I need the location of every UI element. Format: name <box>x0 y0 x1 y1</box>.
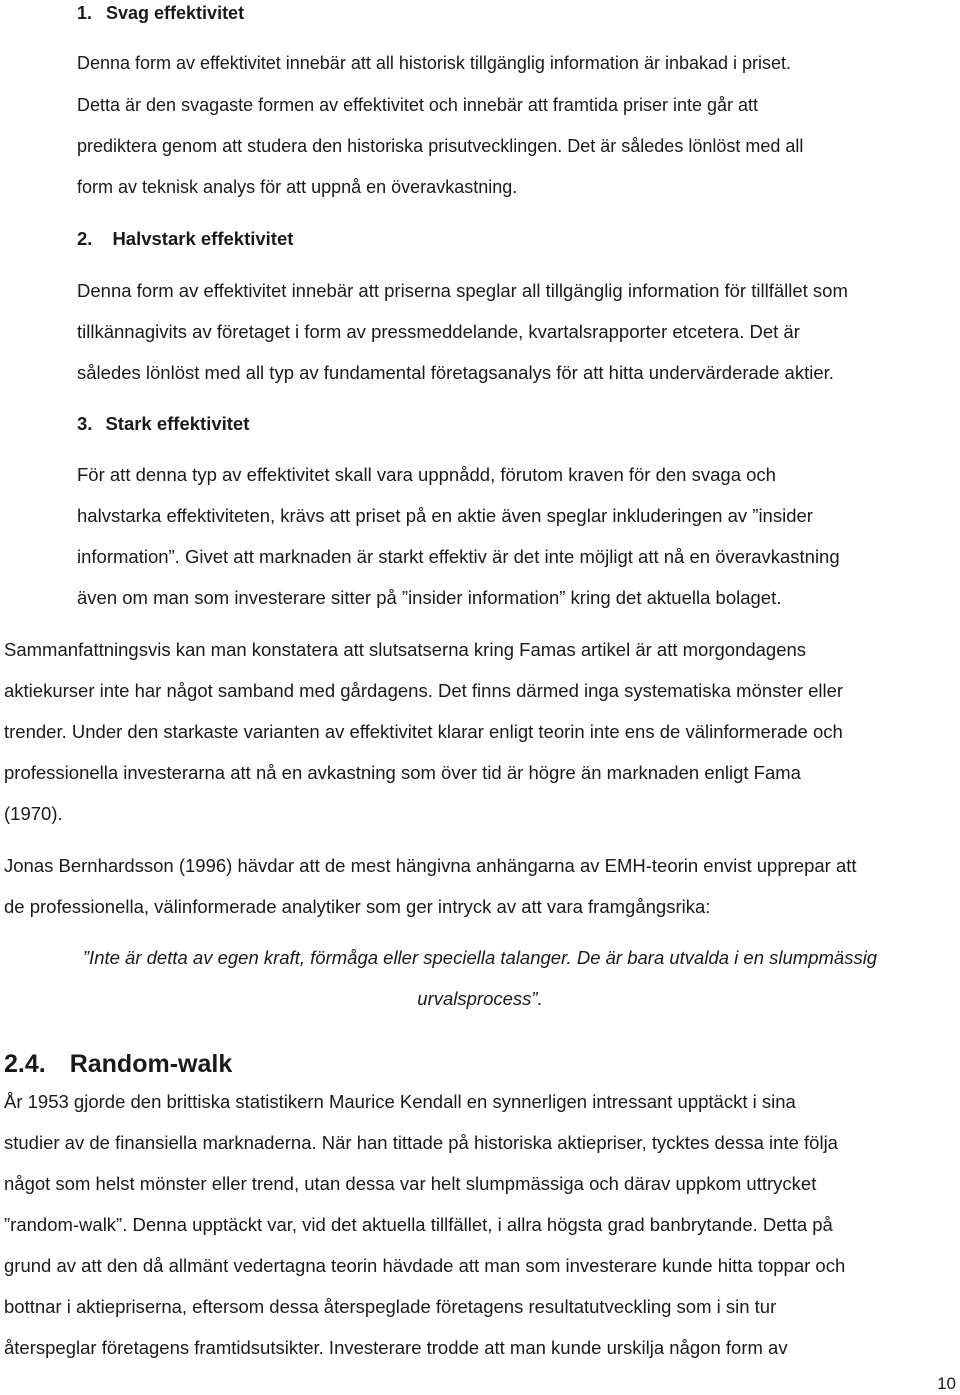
section-1-number: 1. <box>77 3 93 23</box>
summary-line: (1970). <box>4 803 63 824</box>
section-2-line: tillkännagivits av företaget i form av pressmeddelande, kvartalsrapporter etcetera. Det är <box>77 321 800 342</box>
section-2-4-title: Random-walk <box>69 1050 233 1078</box>
section-2-4-heading <box>4 1049 232 1079</box>
summary-line: professionella investerarna att nå en avkastning som över tid är högre än marknaden enligt Fama <box>4 762 801 783</box>
page-number: 10 <box>937 1374 956 1393</box>
bernhardsson-line: de professionella, välinformerade analytiker som ger intryck av att vara framgångsrika: <box>4 896 711 917</box>
random-walk-line: År 1953 gjorde den brittiska statistikern Maurice Kendall en synnerligen intressant upptäckt i sina <box>4 1091 796 1112</box>
summary-line: trender. Under den starkaste varianten av effektivitet klarar enligt teorin inte ens de välinformerade och <box>4 721 843 742</box>
section-3-line: även om man som investerare sitter på ”insider information” kring det aktuella bolaget. <box>77 587 782 608</box>
section-2-number: 2. <box>77 228 93 249</box>
section-1-line: prediktera genom att studera den historiska prisutvecklingen. Det är således lönlöst med all <box>77 136 804 156</box>
section-2-4-number: 2.4. <box>4 1050 46 1078</box>
summary-line: Sammanfattningsvis kan man konstatera att slutsatserna kring Famas artikel är att morgondagens <box>4 639 807 660</box>
random-walk-line: ”random-walk”. Denna upptäckt var, vid det aktuella tillfället, i allra högsta grad banbrytande. Detta på <box>4 1214 833 1235</box>
section-3-line: För att denna typ av effektivitet skall vara uppnådd, förutom kraven för den svaga och <box>77 464 776 485</box>
section-3-line: halvstarka effektiviteten, krävs att priset på en aktie även speglar inkluderingen av ”insider <box>77 505 813 526</box>
section-3-number: 3. <box>77 413 93 434</box>
section-1-line: form av teknisk analys för att uppnå en överavkastning. <box>77 177 518 197</box>
section-1-heading <box>77 1 244 25</box>
section-2-line: Denna form av effektivitet innebär att priserna speglar all tillgänglig information för tillfället som <box>77 280 848 301</box>
quote-line: urvalsprocess”. <box>417 988 543 1009</box>
section-1-line: Detta är den svagaste formen av effektivitet och innebär att framtida priser inte går att <box>77 95 759 115</box>
section-1-title: Svag effektivitet <box>106 3 245 23</box>
section-1-line: Denna form av effektivitet innebär att all historisk tillgänglig information är inbakad i priset. <box>77 53 792 73</box>
summary-line: aktiekurser inte har något samband med gårdagens. Det finns därmed inga systematiska mönster eller <box>4 680 844 701</box>
section-3-title: Stark effektivitet <box>105 413 250 434</box>
section-2-heading <box>77 227 293 251</box>
bernhardsson-line: Jonas Bernhardsson (1996) hävdar att de mest hängivna anhängarna av EMH-teorin envist upprepar att <box>4 855 857 876</box>
random-walk-line: bottnar i aktiepriserna, eftersom dessa återspeglade företagens resultatutveckling som i sin tur <box>4 1296 777 1317</box>
random-walk-line: studier av de finansiella marknaderna. När han tittade på historiska aktiepriser, tycktes dessa inte följa <box>4 1132 838 1153</box>
random-walk-line: något som helst mönster eller trend, utan dessa var helt slumpmässiga och därav uppkom uttrycket <box>4 1173 817 1194</box>
section-2-title: Halvstark effektivitet <box>112 228 294 249</box>
section-3-heading <box>77 412 249 436</box>
random-walk-line: grund av att den då allmänt vedertagna teorin hävdade att man som investerare kunde hitta toppar och <box>4 1255 846 1276</box>
quote-line: ”Inte är detta av egen kraft, förmåga eller speciella talanger. De är bara utvalda i en slumpmässig <box>82 947 878 968</box>
section-2-line: således lönlöst med all typ av fundamental företagsanalys för att hitta undervärderade aktier. <box>77 362 834 383</box>
section-3-line: information”. Givet att marknaden är starkt effektiv är det inte möjligt att nå en överavkastning <box>77 546 840 567</box>
random-walk-line: återspeglar företagens framtidsutsikter. Investerare trodde att man kunde urskilja någon form av <box>4 1337 788 1358</box>
